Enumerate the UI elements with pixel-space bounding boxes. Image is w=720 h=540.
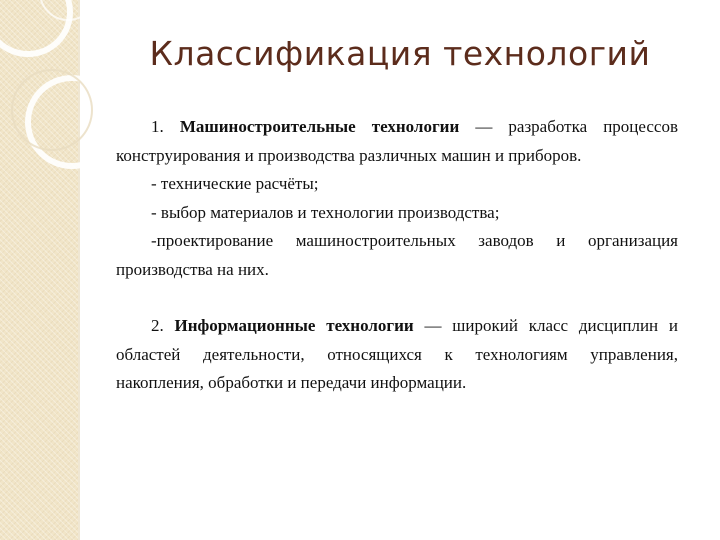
item-2-text: широкий класс дисциплин и областей деятельности, относящихся к технологиям управления, накопления, обработки и передачи информации. [116, 316, 679, 392]
item-1-dash: — [459, 117, 509, 136]
slide-content [116, 113, 678, 398]
item-2-definition [116, 312, 678, 398]
item-2-term: Информационные технологии [174, 316, 414, 335]
item-1-term: Машиностроительные технологии [179, 117, 460, 136]
item-1-number: 1. [151, 117, 164, 136]
item-1-bullet-1: - технические расчёты; [151, 174, 319, 193]
item-1-definition [116, 113, 678, 170]
item-1-text: разработка процессов конструирования и производства различных машин и приборов. [116, 117, 678, 165]
item-1-bullet-3: -проектирование машиностроительных заводов и организация производства на них. [116, 231, 678, 279]
item-2-number: 2. [151, 316, 164, 335]
slide-title: Классификация технологий [149, 34, 651, 73]
decorative-circle-medium [28, 78, 116, 166]
paragraph-gap [116, 284, 678, 312]
item-1-bullet-2: - выбор материалов и технологии производства; [151, 202, 500, 222]
decorative-circle-large [0, 0, 70, 54]
item-2-dash: — [413, 316, 453, 335]
